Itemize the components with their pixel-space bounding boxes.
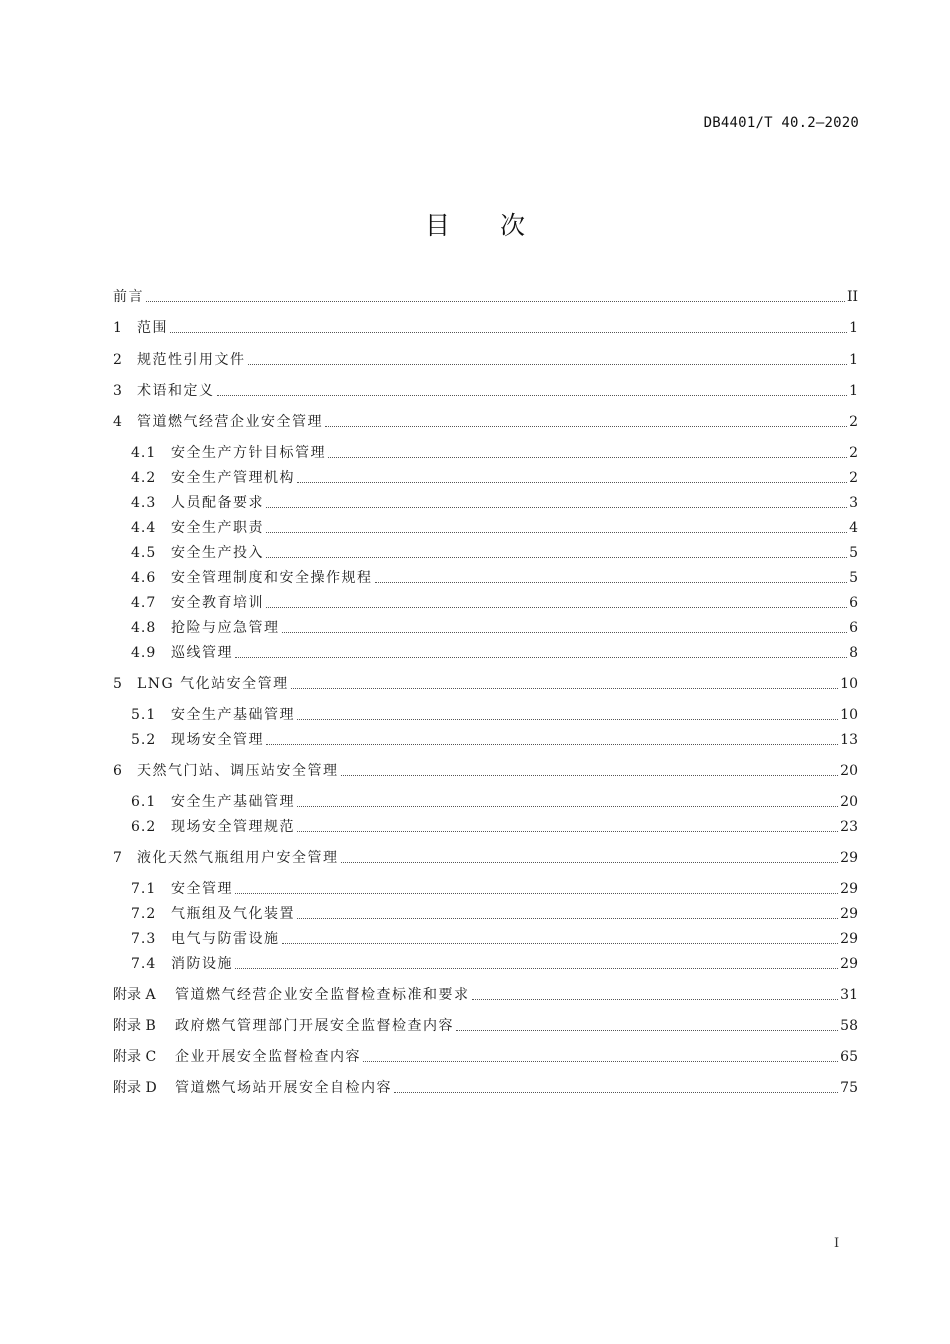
toc-entry[interactable] [113,1078,858,1098]
toc-entry-number: 4.6 [131,570,157,586]
toc-entry-number: 7.1 [131,881,157,897]
toc-dot-leader [363,1061,838,1062]
toc-entry-label: 安全管理制度和安全操作规程 [171,570,373,586]
toc-entry[interactable] [131,904,858,924]
toc-entry-label: 人员配备要求 [171,495,264,511]
toc-dot-leader [235,968,838,969]
toc-entry[interactable] [113,674,858,694]
toc-entry[interactable] [113,985,858,1005]
toc-dot-leader [170,332,847,333]
toc-entry-page: 75 [840,1080,858,1096]
toc-entry-number: 附录 A [113,987,156,1003]
toc-entry-page: 1 [849,320,858,336]
toc-entry[interactable] [113,381,858,401]
toc-entry[interactable] [113,287,858,307]
toc-entry-page: 58 [840,1018,858,1034]
toc-entry-label: 管道燃气经营企业安全监督检查标准和要求 [175,987,470,1003]
toc-entry-number: 4.4 [131,520,157,536]
toc-entry[interactable] [131,543,858,563]
toc-entry[interactable] [113,1016,858,1036]
toc-dot-leader [456,1030,838,1031]
toc-entry-number: 7 [113,850,122,866]
toc-dot-leader [341,775,839,776]
toc-entry-label: 安全管理 [171,881,233,897]
toc-entry[interactable] [131,493,858,513]
page-number: I [834,1236,840,1251]
toc-dot-leader [248,364,848,365]
toc-entry-label: 管道燃气场站开展安全自检内容 [175,1080,392,1096]
toc-entry-label: 安全生产方针目标管理 [171,445,326,461]
toc-dot-leader [235,893,838,894]
toc-entry-label: 巡线管理 [171,645,233,661]
toc-entry-number: 6 [113,763,122,779]
toc-dot-leader [146,301,845,302]
toc-entry-label: 现场安全管理规范 [171,819,295,835]
toc-entry-label: 气瓶组及气化装置 [171,906,295,922]
toc-entry-label: 前言 [113,289,144,305]
toc-entry[interactable] [131,929,858,949]
toc-dot-leader [282,632,848,633]
toc-entry[interactable] [131,954,858,974]
toc-entry-label: 安全生产职责 [171,520,264,536]
toc-entry[interactable] [131,468,858,488]
toc-entry-label: LNG 气化站安全管理 [137,676,289,692]
document-id: DB4401/T 40.2—2020 [703,115,859,131]
toc-dot-leader [341,862,839,863]
toc-entry-page: 13 [840,732,858,748]
toc-entry-label: 安全生产管理机构 [171,470,295,486]
toc-entry-number: 6.2 [131,819,157,835]
toc-entry-label: 现场安全管理 [171,732,264,748]
toc-entry[interactable] [113,761,858,781]
toc-entry[interactable] [131,593,858,613]
toc-entry-number: 4.5 [131,545,157,561]
toc-dot-leader [266,532,847,533]
toc-entry-page: 29 [840,906,858,922]
toc-entry-number: 6.1 [131,794,157,810]
toc-title: 目次 [424,211,575,240]
toc-entry-label: 企业开展安全监督检查内容 [175,1049,361,1065]
toc-entry-label: 安全生产基础管理 [171,794,295,810]
toc-entry-label: 电气与防雷设施 [171,931,280,947]
toc-entry-page: 5 [849,570,858,586]
toc-dot-leader [217,395,848,396]
toc-dot-leader [472,999,839,1000]
toc-entry[interactable] [131,568,858,588]
toc-entry-page: 5 [849,545,858,561]
toc-entry[interactable] [131,879,858,899]
toc-dot-leader [235,657,847,658]
toc-entry-page: 20 [840,763,858,779]
toc-entry-page: 2 [849,445,858,461]
toc-entry-page: 65 [840,1049,858,1065]
toc-entry-page: 1 [849,352,858,368]
toc-entry-number: 附录 D [113,1080,157,1096]
toc-entry-page: 2 [849,470,858,486]
toc-entry-number: 5.1 [131,707,157,723]
toc-dot-leader [282,943,839,944]
toc-entry-label: 规范性引用文件 [137,352,246,368]
toc-entry-page: 29 [840,850,858,866]
toc-entry-label: 安全生产基础管理 [171,707,295,723]
toc-entry-page: 31 [840,987,858,1003]
toc-entry[interactable] [113,412,858,432]
toc-entry-label: 术语和定义 [137,383,215,399]
toc-entry-label: 天然气门站、调压站安全管理 [137,763,339,779]
toc-dot-leader [297,831,838,832]
toc-entry-page: 29 [840,956,858,972]
toc-entry[interactable] [113,1047,858,1067]
toc-entry-page: 29 [840,931,858,947]
toc-entry-number: 附录 C [113,1049,157,1065]
toc-entry-number: 4.7 [131,595,157,611]
toc-entry-page: 6 [849,620,858,636]
toc-entry-number: 2 [113,352,122,368]
toc-entry-number: 4 [113,414,122,430]
toc-entry-number: 1 [113,320,122,336]
toc-entry-number: 4.3 [131,495,157,511]
toc-entry-page: 23 [840,819,858,835]
toc-entry-number: 4.8 [131,620,157,636]
toc-dot-leader [297,719,838,720]
toc-entry-page: 8 [849,645,858,661]
toc-entry-page: 20 [840,794,858,810]
toc-entry-page: 3 [849,495,858,511]
toc-entry-label: 安全生产投入 [171,545,264,561]
toc-entry[interactable] [131,817,858,837]
toc-entry[interactable] [131,443,858,463]
toc-entry[interactable] [131,792,858,812]
toc-entry[interactable] [113,350,858,370]
toc-entry-page: 6 [849,595,858,611]
toc-entry-page: 10 [840,676,858,692]
toc-entry-label: 安全教育培训 [171,595,264,611]
toc-entry-label: 政府燃气管理部门开展安全监督检查内容 [175,1018,454,1034]
toc-entry-page: 29 [840,881,858,897]
toc-entry-number: 5.2 [131,732,157,748]
toc-entry-number: 7.3 [131,931,157,947]
toc-dot-leader [266,607,847,608]
toc-entry[interactable] [131,705,858,725]
toc-entry-number: 5 [113,676,122,692]
toc-entry[interactable] [131,730,858,750]
toc-entry-label: 消防设施 [171,956,233,972]
toc-entry[interactable] [131,518,858,538]
toc-entry-label: 管道燃气经营企业安全管理 [137,414,323,430]
toc-entry-number: 4.2 [131,470,157,486]
toc-entry-page: II [846,289,858,305]
toc-entry-number: 7.2 [131,906,157,922]
toc-dot-leader [394,1092,838,1093]
toc-dot-leader [297,918,838,919]
toc-entry[interactable] [113,318,858,338]
toc-entry-number: 7.4 [131,956,157,972]
toc-entry-page: 10 [840,707,858,723]
toc-entry[interactable] [131,643,858,663]
toc-dot-leader [375,582,848,583]
toc-entry-page: 4 [849,520,858,536]
toc-entry-number: 3 [113,383,122,399]
toc-entry[interactable] [131,618,858,638]
toc-entry-number: 附录 B [113,1018,156,1034]
toc-dot-leader [328,457,847,458]
toc-dot-leader [266,507,847,508]
toc-entry[interactable] [113,848,858,868]
toc-dot-leader [325,426,847,427]
toc-dot-leader [266,557,847,558]
toc-entry-page: 2 [849,414,858,430]
toc-entry-page: 1 [849,383,858,399]
toc-entry-label: 抢险与应急管理 [171,620,280,636]
toc-entry-number: 4.9 [131,645,157,661]
toc-dot-leader [297,482,847,483]
toc-dot-leader [291,688,838,689]
toc-dot-leader [266,744,838,745]
toc-entry-label: 范围 [137,320,168,336]
toc-entry-number: 4.1 [131,445,157,461]
toc-entry-label: 液化天然气瓶组用户安全管理 [137,850,339,866]
toc-dot-leader [297,806,838,807]
